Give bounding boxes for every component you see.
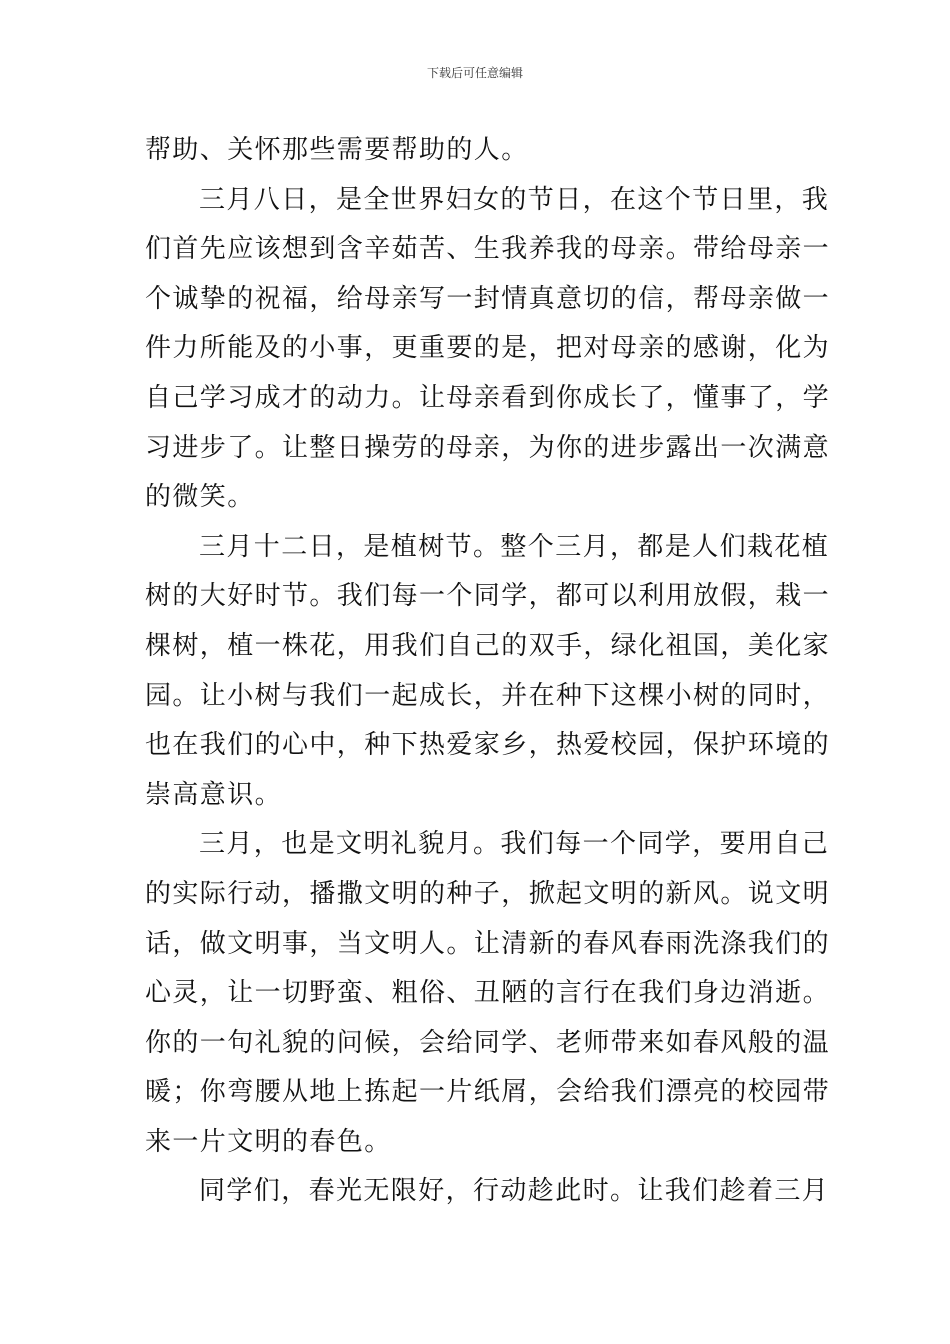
text-line: 习进步了。让整日操劳的母亲，为你的进步露出一次满意 <box>145 432 831 463</box>
paragraph-first-line: 三月，也是文明礼貌月。我们每一个同学，要用自己 <box>199 829 830 860</box>
text-line: 们首先应该想到含辛茹苦、生我养我的母亲。带给母亲一 <box>145 234 831 265</box>
page-header: 下载后可任意编辑 <box>426 66 523 80</box>
text-line: 园。让小树与我们一起成长，并在种下这棵小树的同时， <box>145 680 831 711</box>
paragraph-first-line: 三月十二日，是植树节。整个三月，都是人们栽花植 <box>199 531 830 562</box>
paragraph-first-line: 三月八日，是全世界妇女的节日，在这个节日里，我 <box>199 184 830 215</box>
text-line: 的微笑。 <box>145 482 255 513</box>
text-line: 也在我们的心中，种下热爱家乡，热爱校园，保护环境的 <box>145 730 831 761</box>
text-line: 个诚挚的祝福，给母亲写一封情真意切的信，帮母亲做一 <box>145 283 831 314</box>
text-line: 的实际行动，播撒文明的种子，掀起文明的新风。说文明 <box>145 878 831 909</box>
text-line: 棵树，植一株花，用我们自己的双手，绿化祖国，美化家 <box>145 630 831 661</box>
text-line: 话，做文明事，当文明人。让清新的春风春雨洗涤我们的 <box>145 928 831 959</box>
text-line: 你的一句礼貌的问候，会给同学、老师带来如春风般的温 <box>145 1027 831 1058</box>
paragraph-first-line: 同学们，春光无限好，行动趁此时。让我们趁着三月 <box>199 1176 830 1207</box>
text-line: 帮助、关怀那些需要帮助的人。 <box>145 135 529 165</box>
text-line: 树的大好时节。我们每一个同学，都可以利用放假，栽一 <box>145 581 831 612</box>
text-line: 件力所能及的小事，更重要的是，把对母亲的感谢，化为 <box>145 333 831 364</box>
text-line: 暖；你弯腰从地上拣起一片纸屑，会给我们漂亮的校园带 <box>145 1077 831 1108</box>
text-line: 来一片文明的春色。 <box>145 1126 392 1157</box>
document-body <box>145 126 831 1217</box>
text-line: 自己学习成才的动力。让母亲看到你成长了，懂事了，学 <box>145 382 831 413</box>
text-line: 心灵，让一切野蛮、粗俗、丑陋的言行在我们身边消逝。 <box>145 978 831 1009</box>
text-line: 崇高意识。 <box>145 779 283 810</box>
